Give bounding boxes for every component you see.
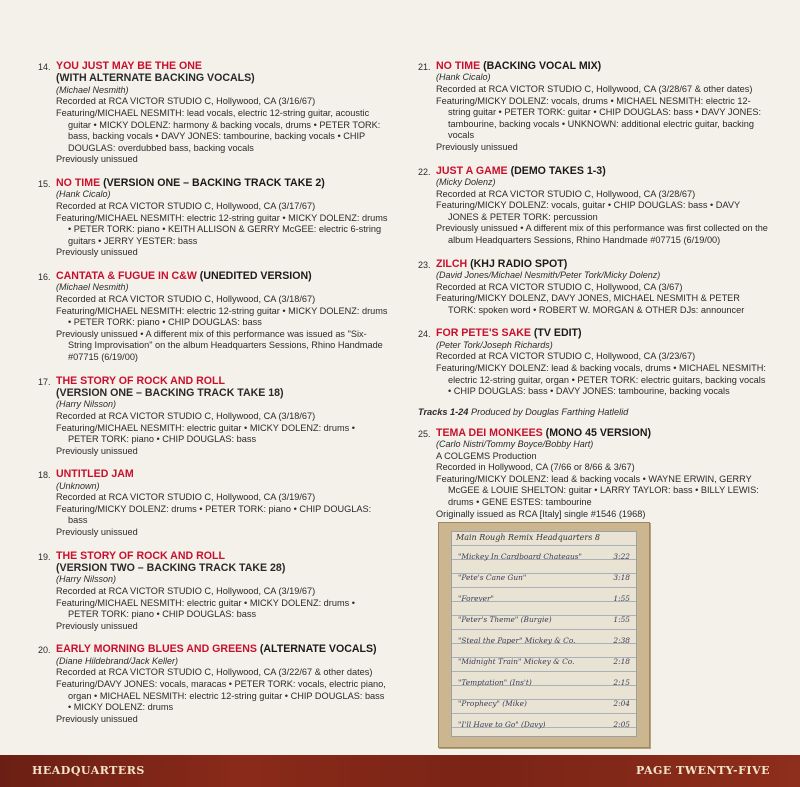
track-number: 25. [418,428,431,439]
track-writers: (Micky Dolenz) [436,176,496,187]
track-title-version: (VERSION ONE – BACKING TRACK TAKE 2) [100,176,325,189]
track-title-main: CANTATA & FUGUE IN C&W [56,269,197,282]
track-note: Previously unissued [56,247,138,258]
track-title [436,327,770,339]
track-title-main: FOR PETE'S SAKE [436,327,531,340]
track-entry [418,165,770,247]
track-title [436,258,770,270]
track-title-version: (ALTERNATE VOCALS) [256,643,377,656]
track-writers: (David Jones/Michael Nesmith/Peter Tork/Micky Dolenz) [436,269,661,280]
tape-row-time: 1:55 [613,615,630,624]
track-number: 18. [38,470,51,481]
tape-row-title: "Pete's Cane Gun" [458,573,527,582]
track-note: Originally issued as RCA [Italy] single #1546 (1968) [436,508,646,519]
track-recorded: Recorded at RCA VICTOR STUDIO C, Hollywood, CA (3/18/67) [56,293,316,304]
track-title-main: JUST A GAME [436,164,508,177]
tape-sheet-row [458,720,630,729]
track-title-subtitle: (VERSION ONE – BACKING TRACK TAKE 18) [56,386,284,399]
track-title-main: NO TIME [436,60,481,72]
track-note: Previously unissued [56,713,138,724]
track-note: Previously unissued [436,141,518,152]
track-recorded: Recorded at RCA VICTOR STUDIO C, Hollywood, CA (3/28/67 & other dates) [436,84,753,94]
tape-row-time: 2:38 [613,636,630,645]
footer-album-title: HEADQUARTERS [32,764,145,777]
track-title [436,427,770,439]
tape-row-time: 1:55 [613,594,630,603]
track-personnel: Featuring/MICHAEL NESMITH: electric guitar • MICKY DOLENZ: drums • PETER TORK: piano • CHIP DOUGLAS: bass [56,597,355,620]
track-entry [38,375,388,458]
tape-row-time: 2:15 [613,678,630,687]
track-writers: (Harry Nilsson) [56,574,117,585]
tape-row-time: 3:22 [613,552,630,561]
track-title [56,60,388,72]
track-title-version: (MONO 45 VERSION) [542,426,652,439]
track-title-main: EARLY MORNING BLUES AND GREENS [56,643,257,656]
track-note: Previously unissued [56,620,138,631]
track-recorded: Recorded at RCA VICTOR STUDIO C, Hollywood, CA (3/16/67) [56,96,316,107]
track-personnel: Featuring/MICKY DOLENZ: vocals, guitar • CHIP DOUGLAS: bass • DAVY JONES & PETER TORK: percussion [436,200,740,222]
track-title-main: YOU JUST MAY BE THE ONE [56,60,202,72]
track-recorded: Recorded at RCA VICTOR STUDIO C, Hollywood, CA (3/19/67) [56,586,316,597]
track-writers: (Carlo Nistri/Tommy Boyce/Bobby Hart) [436,439,594,450]
track-entry [38,643,388,725]
track-personnel: Featuring/MICKY DOLENZ: lead & backing vocals • WAYNE ERWIN, GERRY McGEE & LOUIE SHELTON: guitar • LARRY TAYLOR: bass • BILLY LEWIS: drums • GENE ESTES: tambourine [436,473,759,508]
track-number: 16. [38,271,51,282]
track-number: 23. [418,259,431,270]
track-writers: (Peter Tork/Joseph Richards) [436,339,553,350]
track-recorded: Recorded at RCA VICTOR STUDIO C, Hollywood, CA (3/67) [436,281,683,292]
track-entry [38,468,388,538]
track-personnel: Featuring/MICKY DOLENZ: lead & backing vocals, drums • MICHAEL NESMITH: electric 12-string guitar, organ • PETER TORK: electric guitars, backing vocals • CHIP DOUGLAS: bass • DAVY JONES: tambourine, backing vocals [436,362,766,397]
track-recorded: Recorded at RCA VICTOR STUDIO C, Hollywood, CA (3/18/67) [56,410,316,421]
track-title [436,165,770,177]
track-title [56,177,388,189]
track-entry [38,60,388,166]
track-writers: (Diane Hildebrand/Jack Keller) [56,655,179,666]
track-recorded: Recorded at RCA VICTOR STUDIO C, Hollywood, CA (3/28/67) [436,188,696,199]
track-number: 21. [418,62,431,72]
production-credit [418,407,770,417]
track-number: 17. [38,376,51,387]
track-number: 20. [38,645,51,656]
credit-text: Produced by Douglas Farthing Hatlelid [470,406,629,417]
track-title-main: NO TIME [56,176,101,189]
track-title-version: (BACKING VOCAL MIX) [480,60,602,72]
tape-sheet-row [458,699,630,708]
track-note: Previously unissued • A different mix of this performance was issued as "Six-String Improvisation" on the album Headquarters Sessions, Rhino Handmade #07715 (6/19/00) [56,328,383,362]
track-note: Previously unissued [56,154,138,165]
track-entry [418,427,770,521]
track-title-main: UNTITLED JAM [56,468,134,481]
track-title [56,643,388,655]
track-entry [38,550,388,633]
left-column [38,60,388,736]
tape-row-title: "Forever" [458,594,494,603]
right-column [418,60,770,531]
track-entry [418,60,770,154]
track-personnel: Featuring/MICHAEL NESMITH: electric guitar • MICKY DOLENZ: drums • PETER TORK: piano • CHIP DOUGLAS: bass [56,422,355,445]
track-writers: (Michael Nesmith) [56,282,129,293]
page-footer [0,755,800,787]
track-title-main: ZILCH [436,257,468,270]
track-writers: (Michael Nesmith) [56,84,129,95]
track-number: 22. [418,166,431,177]
tape-sheet-row [458,573,630,582]
footer-page-number: PAGE TWENTY-FIVE [636,764,770,777]
track-personnel: Featuring/DAVY JONES: vocals, maracas • PETER TORK: vocals, electric piano, organ • MICHAEL NESMITH: electric 12-string guitar • CHIP DOUGLAS: bass • MICKY DOLENZ: drums [56,679,386,713]
tape-row-time: 2:04 [613,699,630,708]
track-personnel: Featuring/MICHAEL NESMITH: electric 12-string guitar • MICKY DOLENZ: drums • PETER TORK: piano • KEITH ALLISON & GERRY McGEE: electric 6-string guitars • JERRY YESTER: bass [56,212,388,246]
track-title [56,375,388,387]
tape-row-title: "Steal the Paper" Mickey & Co. [458,636,576,645]
track-recorded: Recorded in Hollywood, CA (7/66 or 8/66 & 3/67) [436,462,635,473]
track-writers: (Harry Nilsson) [56,399,117,410]
track-number: 24. [418,329,431,340]
track-title [56,468,388,480]
tape-row-title: "Prophecy" (Mike) [458,699,527,708]
track-writers: (Hank Cicalo) [56,189,111,200]
track-title-version: (KHJ RADIO SPOT) [467,257,568,270]
track-recorded: Recorded at RCA VICTOR STUDIO C, Hollywood, CA (3/17/67) [56,200,316,211]
track-title [56,550,388,562]
tape-row-title: "Temptation" (Ins't) [458,678,532,687]
track-personnel: Featuring/MICHAEL NESMITH: electric 12-string guitar • MICKY DOLENZ: drums • PETER TORK: piano • CHIP DOUGLAS: bass [56,305,388,328]
tape-sheet-paper [451,531,637,737]
tape-box-sheet [438,522,650,748]
tape-row-title: "Peter's Theme" (Burgie) [458,615,552,624]
track-writers: (Hank Cicalo) [436,72,491,83]
track-writers: (Unknown) [56,480,100,491]
track-personnel: Featuring/MICKY DOLENZ: drums • PETER TORK: piano • CHIP DOUGLAS: bass [56,503,372,526]
track-entry [38,270,388,364]
track-title-subtitle: (VERSION TWO – BACKING TRACK TAKE 28) [56,562,286,575]
track-recorded: Recorded at RCA VICTOR STUDIO C, Hollywood, CA (3/23/67) [436,351,696,362]
credit-tracks: Tracks 1-24 [418,406,469,417]
track-title-version: (TV EDIT) [530,327,582,340]
track-title [436,60,770,72]
track-title-main: THE STORY OF ROCK AND ROLL [56,549,225,562]
track-personnel: Featuring/MICHAEL NESMITH: lead vocals, electric 12-string guitar, acoustic guitar • MICKY DOLENZ: harmony & backing vocals, drums • PETER TORK: bass, backing vocals • DAVY JONES: tambourine, backing vocals • CHIP DOUGLAS: overdubbed bass, backing vocals [56,108,381,153]
tape-sheet-row [458,657,630,666]
track-number: 14. [38,62,51,72]
tape-sheet-row [458,615,630,624]
track-note: Previously unissued [56,527,138,538]
tape-sheet-row [458,636,630,645]
track-title-version: (DEMO TAKES 1-3) [507,164,606,177]
tape-sheet-row [458,594,630,603]
tape-row-time: 3:18 [613,573,630,582]
track-personnel: Featuring/MICKY DOLENZ: vocals, drums • MICHAEL NESMITH: electric 12-string guitar • PETER TORK: guitar • CHIP DOUGLAS: bass • DAVY JONES: tambourine, backing vocals • UNKNOWN: additional electric guitar, backing vocals [436,95,762,141]
track-title-subtitle: (WITH ALTERNATE BACKING VOCALS) [56,72,255,85]
track-title-main: THE STORY OF ROCK AND ROLL [56,374,225,387]
track-entry [418,327,770,397]
tape-row-time: 2:18 [613,657,630,666]
tape-row-title: "I'll Have to Go" (Davy) [458,720,546,729]
track-title-version: (UNEDITED VERSION) [196,269,312,282]
track-entry [418,258,770,317]
tape-sheet-row [458,678,630,687]
tape-row-title: "Mickey In Cardboard Chateaus" [458,552,582,561]
track-production: A COLGEMS Production [436,450,537,461]
track-note: Previously unissued [56,445,138,456]
track-note: Previously unissued • A different mix of this performance was first collected on the album Headquarters Sessions, Rhino Handmade #07715 (6/19/00) [436,223,768,245]
track-title-main: TEMA DEI MONKEES [436,426,543,439]
track-number: 15. [38,178,51,189]
tape-row-time: 2:05 [613,720,630,729]
tape-sheet-header: Main Rough Remix Headquarters 8 [452,532,636,543]
track-title [56,270,388,282]
track-number: 19. [38,551,51,562]
track-entry [38,177,388,259]
tape-sheet-row [458,552,630,561]
tape-row-title: "Midnight Train" Mickey & Co. [458,657,575,666]
track-recorded: Recorded at RCA VICTOR STUDIO C, Hollywood, CA (3/19/67) [56,492,316,503]
track-personnel: Featuring/MICKY DOLENZ, DAVY JONES, MICHAEL NESMITH & PETER TORK: spoken word • ROBERT W. MORGAN & OTHER DJs: announcer [436,293,745,315]
track-recorded: Recorded at RCA VICTOR STUDIO C, Hollywood, CA (3/22/67 & other dates) [56,667,373,678]
